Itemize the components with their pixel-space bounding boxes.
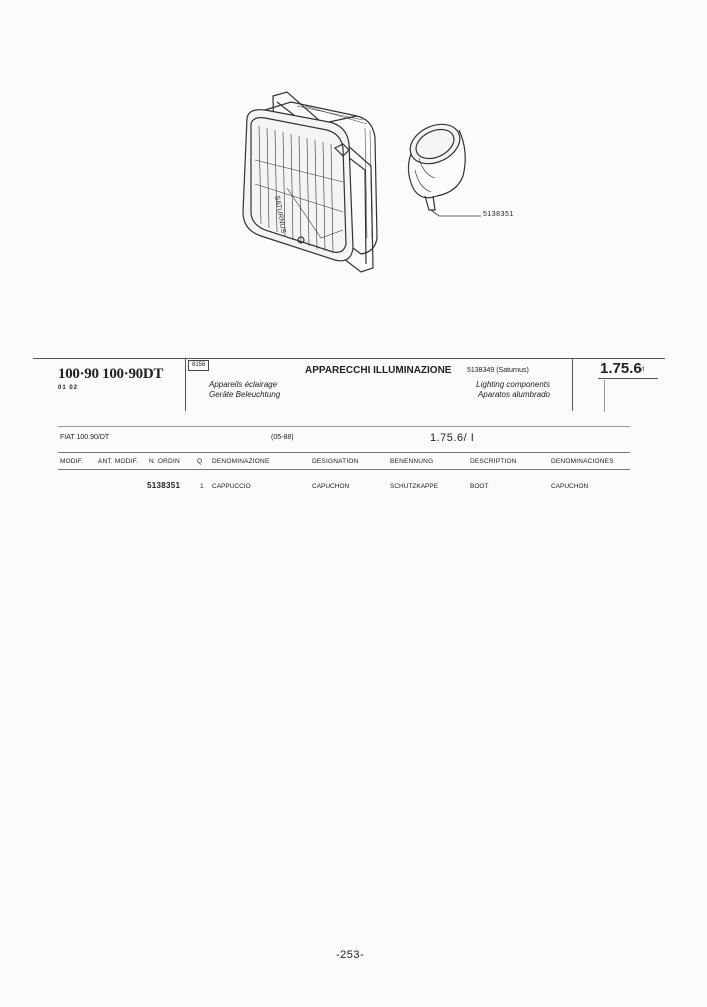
row-benennung: SCHUTZKAPPE xyxy=(390,483,439,490)
callout-part-number: 5138351 xyxy=(483,211,514,218)
table-header-top-rule xyxy=(58,452,630,453)
catalog-code-box: 8156 xyxy=(188,360,209,371)
header-bottom-rule xyxy=(58,426,630,427)
parts-illustration xyxy=(225,88,535,288)
header-divider-right xyxy=(572,358,573,411)
col-header-benennung: BENENNUNG xyxy=(390,458,434,465)
group-title: APPARECCHI ILLUMINAZIONE xyxy=(305,365,452,376)
section-underline xyxy=(598,378,658,379)
lamp-brand-text: SATURNUS xyxy=(273,195,287,234)
row-denominaciones: CAPUCHON xyxy=(551,483,589,490)
edition-date: (05-88) xyxy=(271,434,294,441)
reference-number: 1.75.6/ I xyxy=(430,432,475,444)
col-header-description: DESCRIPTION xyxy=(470,458,517,465)
col-header-denominazione: DENOMINAZIONE xyxy=(212,458,270,465)
callout-leader xyxy=(431,210,481,216)
col-header-modif: MODIF. xyxy=(60,458,84,465)
model-name: 100·90 100·90DT xyxy=(58,366,164,382)
model-variants: 01 02 xyxy=(58,385,79,391)
page-number: -253- xyxy=(336,949,365,961)
group-title-reference: 5138349 (Saturnus) xyxy=(467,367,529,374)
row-denominazione: CAPPUCCIO xyxy=(212,483,251,490)
title-french: Appareils éclairage xyxy=(209,380,278,389)
headlamp-drawing xyxy=(243,92,377,272)
col-header-ant-modif: ANT. MODIF. xyxy=(98,458,139,465)
row-part-number: 5138351 xyxy=(147,481,181,490)
header-divider-left xyxy=(185,358,186,411)
col-header-denominaciones: DENOMINACIONES xyxy=(551,458,614,465)
col-header-quantity: Q xyxy=(197,458,203,465)
title-spanish: Aparatos alumbrado xyxy=(477,390,550,399)
table-header-bottom-rule xyxy=(58,469,630,470)
section-suffix: /I xyxy=(641,367,645,373)
header-divider-tick xyxy=(604,380,605,412)
title-english: Lighting components xyxy=(476,380,550,389)
col-header-order-number: N. ORDIN xyxy=(149,458,180,465)
header-top-rule xyxy=(33,358,665,359)
row-description: BOOT xyxy=(470,483,489,490)
vehicle-model: FIAT 100.90/DT xyxy=(60,434,110,441)
row-designation: CAPUCHON xyxy=(312,483,350,490)
title-german: Geräte Beleuchtung xyxy=(209,390,281,399)
section-number: 1.75.6 xyxy=(600,360,642,377)
col-header-designation: DESIGNATION xyxy=(312,458,359,465)
boot-drawing xyxy=(404,117,466,210)
row-quantity: 1 xyxy=(200,483,204,490)
